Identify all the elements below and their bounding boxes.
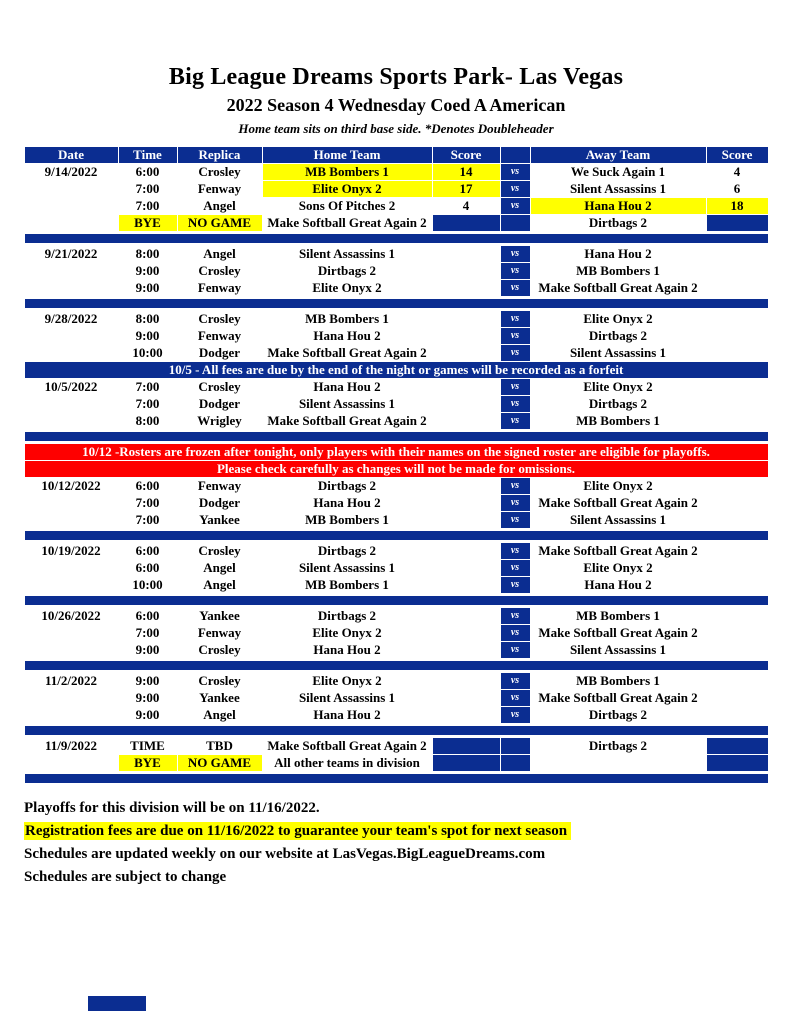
vs-cell: vs [500, 690, 530, 707]
time-cell: 8:00 [118, 310, 177, 328]
home-team-cell: MB Bombers 1 [262, 577, 432, 595]
home-score-cell [432, 690, 500, 707]
away-team-cell: Hana Hou 2 [530, 577, 706, 595]
schedule-table [24, 146, 769, 786]
away-team-cell: Elite Onyx 2 [530, 379, 706, 396]
date-cell [24, 263, 118, 280]
away-score-cell [706, 280, 768, 298]
home-score-cell [432, 560, 500, 577]
time-cell: 7:00 [118, 181, 177, 198]
home-team-cell: Hana Hou 2 [262, 495, 432, 512]
home-team-cell: Hana Hou 2 [262, 379, 432, 396]
vs-cell: vs [500, 198, 530, 215]
away-score-cell: 6 [706, 181, 768, 198]
alert-row [24, 461, 768, 478]
header-home-team: Home Team [262, 147, 432, 164]
schedule-row [24, 396, 768, 413]
alert-text: 10/12 -Rosters are frozen after tonight, only players with their names on the signed roster are eligible for playoffs. [24, 443, 768, 461]
vs-cell: vs [500, 542, 530, 560]
header-vs [500, 147, 530, 164]
away-score-cell [706, 396, 768, 413]
table-header-row [24, 147, 768, 164]
date-cell [24, 690, 118, 707]
home-team-cell: Make Softball Great Again 2 [262, 345, 432, 362]
date-cell [24, 625, 118, 642]
time-cell: 6:00 [118, 478, 177, 495]
away-score-cell [706, 245, 768, 263]
away-team-cell: MB Bombers 1 [530, 413, 706, 431]
separator-row [24, 431, 768, 443]
away-score-cell [706, 413, 768, 431]
vs-cell: vs [500, 478, 530, 495]
home-score-cell [432, 263, 500, 280]
schedule-row [24, 542, 768, 560]
vs-cell: vs [500, 280, 530, 298]
replica-cell: Fenway [177, 328, 262, 345]
home-team-cell: Silent Assassins 1 [262, 245, 432, 263]
home-team-cell: Dirtbags 2 [262, 542, 432, 560]
home-score-cell: 17 [432, 181, 500, 198]
time-cell: 8:00 [118, 413, 177, 431]
date-cell [24, 396, 118, 413]
header-away-score: Score [706, 147, 768, 164]
vs-cell: vs [500, 328, 530, 345]
schedule-row [24, 577, 768, 595]
away-team-cell: Make Softball Great Again 2 [530, 625, 706, 642]
schedule-row [24, 379, 768, 396]
date-cell: 9/28/2022 [24, 310, 118, 328]
time-cell: TIME [118, 737, 177, 755]
vs-cell: vs [500, 379, 530, 396]
schedule-row [24, 310, 768, 328]
away-team-cell: Hana Hou 2 [530, 245, 706, 263]
time-cell: 7:00 [118, 396, 177, 413]
replica-cell: Crosley [177, 542, 262, 560]
home-team-cell: MB Bombers 1 [262, 164, 432, 181]
date-cell [24, 198, 118, 215]
vs-cell: vs [500, 512, 530, 530]
schedule-row [24, 560, 768, 577]
vs-cell: vs [500, 642, 530, 660]
schedule-row [24, 413, 768, 431]
separator-row [24, 595, 768, 607]
away-score-cell [706, 495, 768, 512]
vs-cell: vs [500, 345, 530, 362]
away-team-cell: Dirtbags 2 [530, 328, 706, 345]
replica-cell: Crosley [177, 310, 262, 328]
replica-cell: Angel [177, 577, 262, 595]
home-score-cell [432, 542, 500, 560]
away-team-cell: MB Bombers 1 [530, 263, 706, 280]
vs-cell: vs [500, 245, 530, 263]
replica-cell: Wrigley [177, 413, 262, 431]
separator-row [24, 233, 768, 245]
home-team-cell: MB Bombers 1 [262, 310, 432, 328]
vs-cell: vs [500, 181, 530, 198]
time-cell: 9:00 [118, 328, 177, 345]
away-team-cell: We Suck Again 1 [530, 164, 706, 181]
away-score-cell [706, 379, 768, 396]
home-score-cell: 4 [432, 198, 500, 215]
time-cell: 6:00 [118, 164, 177, 181]
footer-notes [24, 800, 792, 886]
date-cell: 9/14/2022 [24, 164, 118, 181]
replica-cell: Dodger [177, 495, 262, 512]
home-team-cell: Dirtbags 2 [262, 607, 432, 625]
schedule-row [24, 495, 768, 512]
home-team-cell: Make Softball Great Again 2 [262, 215, 432, 233]
schedule-row [24, 164, 768, 181]
vs-cell: vs [500, 625, 530, 642]
home-team-cell: Hana Hou 2 [262, 328, 432, 345]
page-title: Big League Dreams Sports Park- Las Vegas [168, 64, 624, 90]
date-cell: 10/19/2022 [24, 542, 118, 560]
home-team-note: Home team sits on third base side. *Denotes Doubleheader [238, 121, 554, 136]
time-cell: 6:00 [118, 607, 177, 625]
schedule-row [24, 707, 768, 725]
date-cell: 9/21/2022 [24, 245, 118, 263]
away-score-cell [706, 328, 768, 345]
schedule-row [24, 642, 768, 660]
home-score-cell: 14 [432, 164, 500, 181]
away-team-cell: Silent Assassins 1 [530, 512, 706, 530]
home-score-cell [432, 310, 500, 328]
away-team-cell: Elite Onyx 2 [530, 310, 706, 328]
vs-cell: vs [500, 607, 530, 625]
time-cell: 10:00 [118, 345, 177, 362]
page-subtitle: 2022 Season 4 Wednesday Coed A American [226, 95, 566, 115]
replica-cell: Crosley [177, 164, 262, 181]
schedule-row [24, 263, 768, 280]
time-cell: 6:00 [118, 542, 177, 560]
away-score-cell [706, 542, 768, 560]
replica-cell: Crosley [177, 642, 262, 660]
footer-playoffs: Playoffs for this division will be on 11/16/2022. [24, 800, 320, 816]
home-score-cell [432, 495, 500, 512]
away-score-cell [706, 625, 768, 642]
away-team-cell [530, 755, 706, 773]
vs-cell: vs [500, 672, 530, 690]
replica-cell: Dodger [177, 396, 262, 413]
home-score-cell [432, 280, 500, 298]
home-score-cell [432, 396, 500, 413]
time-cell: 7:00 [118, 198, 177, 215]
time-cell: 7:00 [118, 379, 177, 396]
home-score-cell [432, 328, 500, 345]
home-team-cell: Silent Assassins 1 [262, 560, 432, 577]
date-cell [24, 215, 118, 233]
separator-row [24, 298, 768, 310]
date-cell: 11/9/2022 [24, 737, 118, 755]
replica-cell: Angel [177, 245, 262, 263]
time-cell: 7:00 [118, 625, 177, 642]
home-team-cell: All other teams in division [262, 755, 432, 773]
home-team-cell: Make Softball Great Again 2 [262, 413, 432, 431]
away-score-cell: 4 [706, 164, 768, 181]
vs-cell: vs [500, 707, 530, 725]
home-score-cell [432, 413, 500, 431]
vs-cell: vs [500, 310, 530, 328]
date-cell [24, 512, 118, 530]
date-cell [24, 181, 118, 198]
away-score-cell [706, 577, 768, 595]
away-score-cell [706, 310, 768, 328]
date-cell [24, 345, 118, 362]
date-cell [24, 707, 118, 725]
away-score-cell [706, 478, 768, 495]
home-team-cell: Sons Of Pitches 2 [262, 198, 432, 215]
away-team-cell: Make Softball Great Again 2 [530, 495, 706, 512]
date-cell [24, 413, 118, 431]
home-score-cell [432, 755, 500, 773]
home-score-cell [432, 512, 500, 530]
home-team-cell: Dirtbags 2 [262, 478, 432, 495]
replica-cell: NO GAME [177, 755, 262, 773]
home-score-cell [432, 478, 500, 495]
away-score-cell [706, 737, 768, 755]
vs-cell: vs [500, 164, 530, 181]
schedule-row [24, 280, 768, 298]
replica-cell: Crosley [177, 263, 262, 280]
time-cell: 9:00 [118, 707, 177, 725]
header-away-team: Away Team [530, 147, 706, 164]
home-score-cell [432, 345, 500, 362]
away-team-cell: Dirtbags 2 [530, 737, 706, 755]
separator-bar [24, 530, 768, 542]
schedule-table-body [24, 147, 768, 785]
separator-bar [24, 773, 768, 785]
schedule-row [24, 181, 768, 198]
time-cell: 9:00 [118, 672, 177, 690]
replica-cell: TBD [177, 737, 262, 755]
replica-cell: Angel [177, 560, 262, 577]
separator-bar [24, 298, 768, 310]
replica-cell: Angel [177, 707, 262, 725]
separator-bar [24, 595, 768, 607]
vs-cell: vs [500, 413, 530, 431]
home-team-cell: Elite Onyx 2 [262, 625, 432, 642]
time-cell: 9:00 [118, 642, 177, 660]
home-score-cell [432, 215, 500, 233]
footer-registration-text: Registration fees are due on 11/16/2022 to guarantee your team's spot for next season [24, 822, 571, 840]
replica-cell: Yankee [177, 607, 262, 625]
vs-cell [500, 737, 530, 755]
away-score-cell [706, 263, 768, 280]
replica-cell: Fenway [177, 181, 262, 198]
time-cell: 7:00 [118, 512, 177, 530]
time-cell: 7:00 [118, 495, 177, 512]
away-team-cell: Silent Assassins 1 [530, 181, 706, 198]
date-cell [24, 642, 118, 660]
away-team-cell: Dirtbags 2 [530, 707, 706, 725]
away-score-cell [706, 607, 768, 625]
header-home-score: Score [432, 147, 500, 164]
away-team-cell: Make Softball Great Again 2 [530, 542, 706, 560]
home-score-cell [432, 625, 500, 642]
alert-text: Please check carefully as changes will not be made for omissions. [24, 461, 768, 478]
separator-row [24, 530, 768, 542]
away-team-cell: Dirtbags 2 [530, 396, 706, 413]
date-cell [24, 328, 118, 345]
time-cell: 10:00 [118, 577, 177, 595]
away-team-cell: Elite Onyx 2 [530, 478, 706, 495]
away-team-cell: Silent Assassins 1 [530, 345, 706, 362]
vs-cell: vs [500, 263, 530, 280]
time-cell: 8:00 [118, 245, 177, 263]
home-score-cell [432, 607, 500, 625]
footer-subject-to-change: Schedules are subject to change [24, 869, 227, 885]
home-team-cell: Make Softball Great Again 2 [262, 737, 432, 755]
home-team-cell: MB Bombers 1 [262, 512, 432, 530]
away-team-cell: Make Softball Great Again 2 [530, 690, 706, 707]
date-cell: 10/26/2022 [24, 607, 118, 625]
separator-bar [24, 660, 768, 672]
separator-bar [24, 725, 768, 737]
time-cell: 6:00 [118, 560, 177, 577]
separator-row [24, 660, 768, 672]
away-team-cell: Hana Hou 2 [530, 198, 706, 215]
home-score-cell [432, 642, 500, 660]
away-score-cell [706, 512, 768, 530]
replica-cell: NO GAME [177, 215, 262, 233]
schedule-row [24, 215, 768, 233]
header-replica: Replica [177, 147, 262, 164]
notice-text: 10/5 - All fees are due by the end of the night or games will be recorded as a forfeit [24, 362, 768, 379]
notice-row [24, 362, 768, 379]
separator-row [24, 773, 768, 785]
schedule-row [24, 478, 768, 495]
schedule-row [24, 245, 768, 263]
header-time: Time [118, 147, 177, 164]
away-team-cell: Dirtbags 2 [530, 215, 706, 233]
date-cell: 10/5/2022 [24, 379, 118, 396]
schedule-row [24, 625, 768, 642]
schedule-row [24, 345, 768, 362]
schedule-row [24, 755, 768, 773]
away-team-cell: Elite Onyx 2 [530, 560, 706, 577]
schedule-row [24, 607, 768, 625]
vs-cell [500, 215, 530, 233]
schedule-row [24, 512, 768, 530]
away-team-cell: MB Bombers 1 [530, 607, 706, 625]
vs-cell: vs [500, 396, 530, 413]
date-cell: 11/2/2022 [24, 672, 118, 690]
date-cell: 10/12/2022 [24, 478, 118, 495]
away-team-cell: MB Bombers 1 [530, 672, 706, 690]
alert-row [24, 443, 768, 461]
home-team-cell: Dirtbags 2 [262, 263, 432, 280]
away-score-cell [706, 672, 768, 690]
separator-bar [24, 431, 768, 443]
away-score-cell: 18 [706, 198, 768, 215]
time-cell: 9:00 [118, 690, 177, 707]
replica-cell: Crosley [177, 672, 262, 690]
away-score-cell [706, 215, 768, 233]
time-cell: 9:00 [118, 280, 177, 298]
vs-cell: vs [500, 495, 530, 512]
away-score-cell [706, 560, 768, 577]
vs-cell [500, 755, 530, 773]
schedule-row [24, 737, 768, 755]
home-team-cell: Elite Onyx 2 [262, 280, 432, 298]
away-score-cell [706, 345, 768, 362]
away-score-cell [706, 690, 768, 707]
date-cell [24, 495, 118, 512]
home-team-cell: Elite Onyx 2 [262, 672, 432, 690]
replica-cell: Crosley [177, 379, 262, 396]
replica-cell: Yankee [177, 512, 262, 530]
date-cell [24, 577, 118, 595]
schedule-row [24, 690, 768, 707]
date-cell [24, 280, 118, 298]
time-cell: BYE [118, 755, 177, 773]
away-team-cell: Silent Assassins 1 [530, 642, 706, 660]
schedule-row [24, 672, 768, 690]
schedule-row [24, 328, 768, 345]
replica-cell: Angel [177, 198, 262, 215]
away-score-cell [706, 755, 768, 773]
home-score-cell [432, 577, 500, 595]
date-cell [24, 755, 118, 773]
home-score-cell [432, 379, 500, 396]
away-score-cell [706, 707, 768, 725]
home-team-cell: Hana Hou 2 [262, 642, 432, 660]
home-team-cell: Silent Assassins 1 [262, 690, 432, 707]
away-team-cell: Make Softball Great Again 2 [530, 280, 706, 298]
home-score-cell [432, 707, 500, 725]
home-team-cell: Hana Hou 2 [262, 707, 432, 725]
header-date: Date [24, 147, 118, 164]
separator-row [24, 725, 768, 737]
replica-cell: Dodger [177, 345, 262, 362]
bottom-decorative-bar [88, 996, 146, 1011]
vs-cell: vs [500, 577, 530, 595]
footer-registration [24, 823, 792, 840]
footer-website: Schedules are updated weekly on our website at LasVegas.BigLeagueDreams.com [24, 846, 546, 862]
time-cell: BYE [118, 215, 177, 233]
time-cell: 9:00 [118, 263, 177, 280]
home-score-cell [432, 737, 500, 755]
separator-bar [24, 233, 768, 245]
home-score-cell [432, 672, 500, 690]
schedule-row [24, 198, 768, 215]
replica-cell: Fenway [177, 478, 262, 495]
home-team-cell: Elite Onyx 2 [262, 181, 432, 198]
home-team-cell: Silent Assassins 1 [262, 396, 432, 413]
replica-cell: Fenway [177, 280, 262, 298]
away-score-cell [706, 642, 768, 660]
replica-cell: Yankee [177, 690, 262, 707]
date-cell [24, 560, 118, 577]
home-score-cell [432, 245, 500, 263]
replica-cell: Fenway [177, 625, 262, 642]
vs-cell: vs [500, 560, 530, 577]
